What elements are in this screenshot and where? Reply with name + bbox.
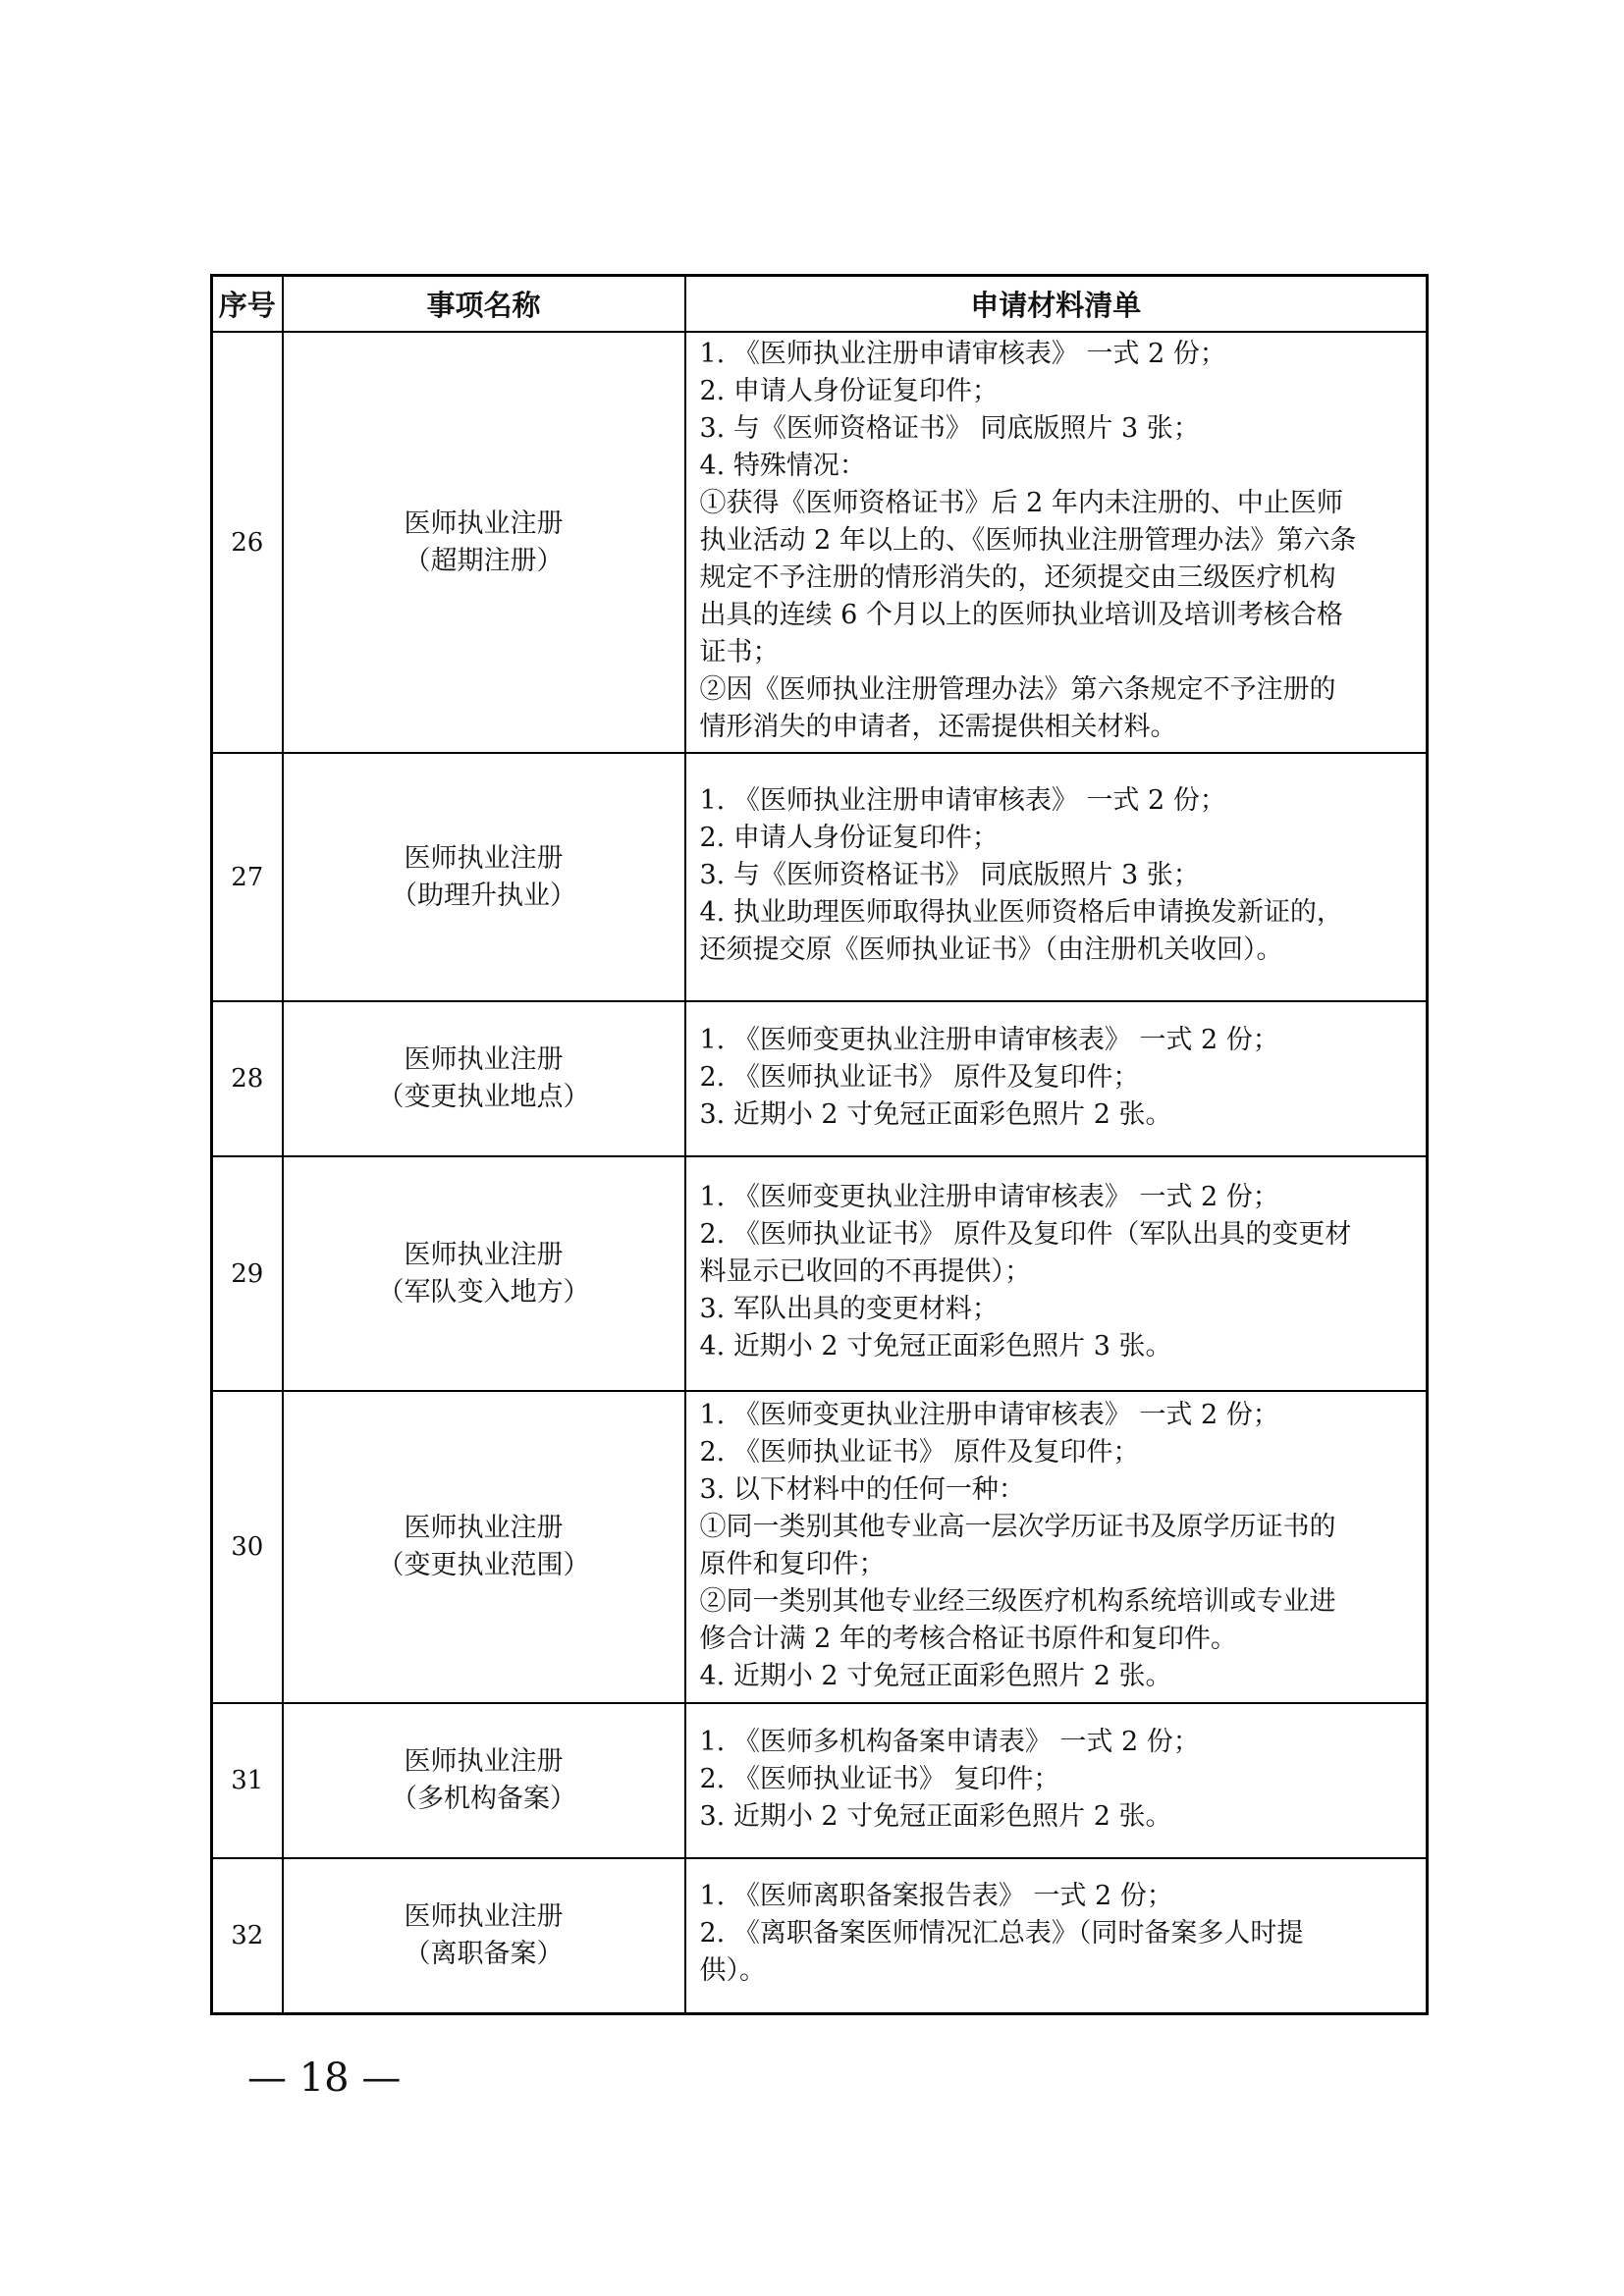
materials-cell — [685, 1391, 1428, 1703]
row-number: 28 — [212, 1001, 283, 1156]
material-line: 证书； — [699, 637, 780, 667]
material-line: 4. 近期小 2 寸免冠正面彩色照片 3 张。 — [699, 1331, 1172, 1362]
item-name-sub: （多机构备案） — [391, 1784, 576, 1814]
material-line: 料显示已收回的不再提供）； — [699, 1256, 1031, 1287]
page-number: — 18 — — [247, 2056, 402, 2101]
row-number: 32 — [212, 1858, 283, 2013]
material-line: 情形消失的申请者，还需提供相关材料。 — [699, 712, 1177, 742]
item-name-sub: （助理升执业） — [391, 880, 576, 911]
item-name-main: 医师执业注册 — [404, 507, 564, 539]
material-line: 2. 申请人身份证复印件； — [699, 376, 999, 406]
material-line: 供）。 — [699, 1955, 766, 1987]
item-name — [283, 753, 685, 1001]
material-line: 执业活动 2 年以上的、《医师执业注册管理办法》第六条 — [699, 525, 1357, 556]
material-line: 3. 近期小 2 寸免冠正面彩色照片 2 张。 — [699, 1098, 1172, 1130]
item-name-main: 医师执业注册 — [404, 1746, 564, 1777]
material-line: 1. 《医师变更执业注册申请审核表》 一式 2 份； — [699, 1024, 1279, 1055]
materials-cell — [685, 1703, 1428, 1858]
row-number: 29 — [212, 1156, 283, 1391]
item-name-sub: （超期注册） — [404, 545, 564, 576]
header-item-name: 事项名称 — [283, 276, 685, 333]
item-name-main: 医师执业注册 — [404, 1900, 564, 1932]
item-name-sub: （离职备案） — [404, 1938, 564, 1969]
materials-cell — [685, 332, 1428, 753]
item-name-sub: （变更执业地点） — [377, 1082, 590, 1112]
material-line: 规定不予注册的情形消失的，还须提交由三级医疗机构 — [699, 562, 1336, 593]
materials-cell — [685, 753, 1428, 1001]
material-line: 还须提交原《医师执业证书》（由注册机关收回）。 — [699, 934, 1283, 965]
item-name-main: 医师执业注册 — [404, 1044, 564, 1075]
material-line: 3. 军队出具的变更材料； — [699, 1294, 999, 1324]
material-line: ②因《医师执业注册管理办法》第六条规定不予注册的 — [699, 674, 1336, 705]
material-line: 2. 《医师执业证书》 原件及复印件； — [699, 1061, 1140, 1093]
material-line: 1. 《医师变更执业注册申请审核表》 一式 2 份； — [699, 1399, 1279, 1430]
material-line: 3. 以下材料中的任何一种： — [699, 1473, 1025, 1505]
table-row — [212, 753, 1428, 1001]
item-name-sub: （军队变入地方） — [377, 1276, 590, 1308]
item-name-sub: （变更执业范围） — [377, 1550, 590, 1580]
material-line: 3. 近期小 2 寸免冠正面彩色照片 2 张。 — [699, 1800, 1172, 1832]
row-number: 30 — [212, 1391, 283, 1703]
table-header-row — [212, 276, 1428, 333]
header-materials-list: 申请材料清单 — [685, 276, 1428, 333]
material-line: 2. 申请人身份证复印件； — [699, 823, 999, 853]
material-line: 4. 执业助理医师取得执业医师资格后申请换发新证的， — [699, 897, 1343, 928]
material-line: 1. 《医师多机构备案申请表》 一式 2 份； — [699, 1726, 1200, 1757]
material-line: ①同一类别其他专业高一层次学历证书及原学历证书的 — [699, 1511, 1336, 1542]
item-name — [283, 1391, 685, 1703]
material-line: 3. 与《医师资格证书》 同底版照片 3 张； — [699, 413, 1200, 444]
item-name-main: 医师执业注册 — [404, 1513, 564, 1543]
material-line: 3. 与《医师资格证书》 同底版照片 3 张； — [699, 860, 1200, 890]
material-line: 出具的连续 6 个月以上的医师执业培训及培训考核合格 — [699, 600, 1343, 630]
material-line: 4. 近期小 2 寸免冠正面彩色照片 2 张。 — [699, 1660, 1172, 1691]
item-name — [283, 332, 685, 753]
table-row — [212, 332, 1428, 753]
material-line: ①获得《医师资格证书》后 2 年内未注册的、中止医师 — [699, 488, 1343, 518]
material-line: 原件和复印件； — [699, 1548, 886, 1579]
item-name — [283, 1001, 685, 1156]
material-line: 1. 《医师执业注册申请审核表》 一式 2 份； — [699, 785, 1226, 816]
materials-cell — [685, 1001, 1428, 1156]
material-line: 1. 《医师离职备案报告表》 一式 2 份； — [699, 1881, 1173, 1912]
material-line: 修合计满 2 年的考核合格证书原件和复印件。 — [699, 1623, 1237, 1654]
table-row — [212, 1156, 1428, 1391]
material-line: 2. 《医师执业证书》 原件及复印件（军队出具的变更材 — [699, 1219, 1352, 1250]
table-row — [212, 1703, 1428, 1858]
row-number: 27 — [212, 753, 283, 1001]
materials-cell — [685, 1858, 1428, 2013]
item-name-main: 医师执业注册 — [404, 1239, 564, 1270]
row-number: 31 — [212, 1703, 283, 1858]
item-name — [283, 1703, 685, 1858]
material-line: 1. 《医师变更执业注册申请审核表》 一式 2 份； — [699, 1182, 1279, 1212]
item-name — [283, 1156, 685, 1391]
material-line: 4. 特殊情况： — [699, 451, 866, 481]
materials-table — [210, 274, 1429, 2015]
header-serial-number: 序号 — [212, 276, 283, 333]
table-row — [212, 1391, 1428, 1703]
material-line: 1. 《医师执业注册申请审核表》 一式 2 份； — [699, 339, 1226, 369]
material-line: 2. 《医师执业证书》 原件及复印件； — [699, 1436, 1140, 1468]
item-name — [283, 1858, 685, 2013]
row-number: 26 — [212, 332, 283, 753]
table-row — [212, 1858, 1428, 2013]
material-line: 2. 《医师执业证书》 复印件； — [699, 1763, 1060, 1794]
item-name-main: 医师执业注册 — [404, 842, 564, 874]
materials-cell — [685, 1156, 1428, 1391]
table-row — [212, 1001, 1428, 1156]
material-line: 2. 《离职备案医师情况汇总表》（同时备案多人时提 — [699, 1918, 1304, 1949]
material-line: ②同一类别其他专业经三级医疗机构系统培训或专业进 — [699, 1585, 1336, 1617]
